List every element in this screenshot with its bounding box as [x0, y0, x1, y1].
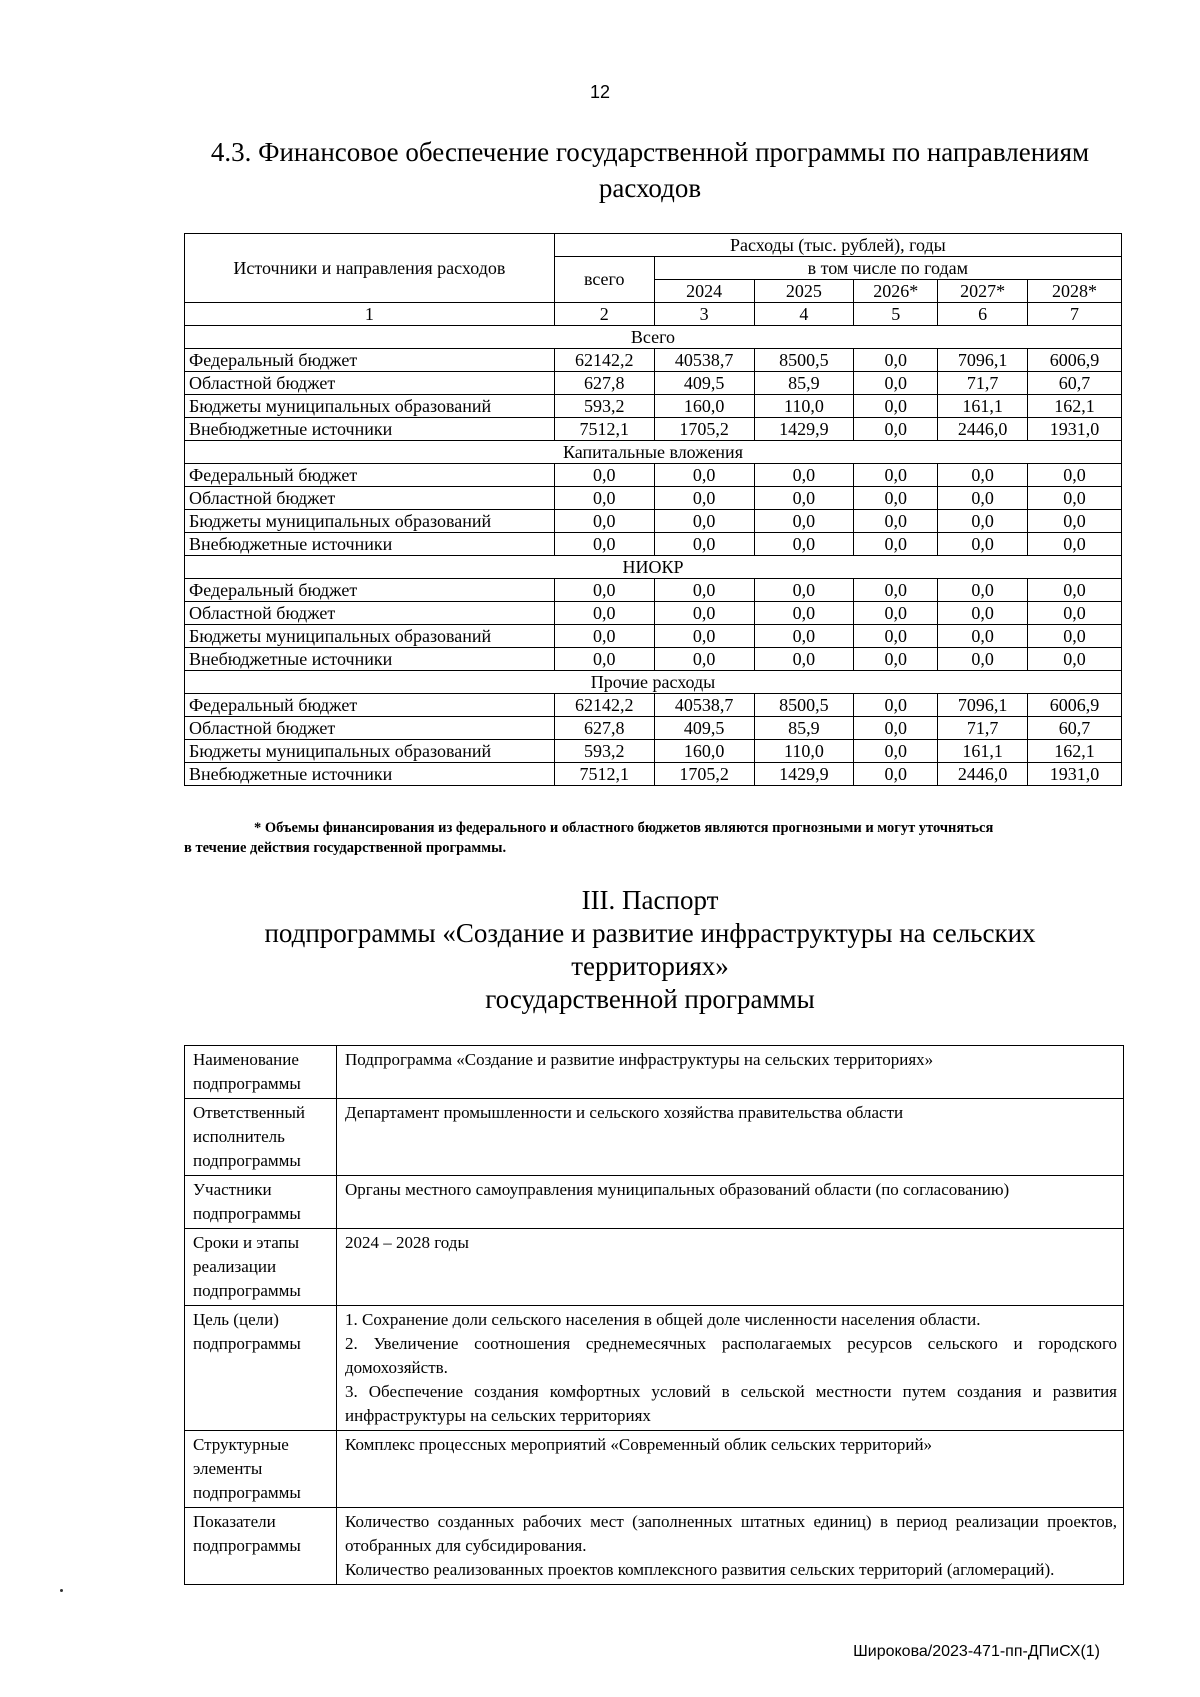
value-cell: 0,0	[854, 533, 938, 556]
value-cell: 0,0	[554, 579, 654, 602]
group-row	[185, 556, 1122, 579]
passport-label: Показатели подпрограммы	[185, 1508, 337, 1585]
value-cell: 161,1	[938, 740, 1028, 763]
value-cell: 0,0	[854, 763, 938, 786]
column-number: 7	[1028, 303, 1122, 326]
value-cell: 0,0	[1028, 464, 1122, 487]
value-cell: 162,1	[1028, 740, 1122, 763]
value-cell: 1931,0	[1028, 763, 1122, 786]
passport-value	[337, 1431, 1124, 1508]
total-header: всего	[554, 257, 654, 303]
source-cell: Бюджеты муниципальных образований	[185, 740, 555, 763]
source-cell: Федеральный бюджет	[185, 464, 555, 487]
table-row	[185, 740, 1122, 763]
table-row	[185, 487, 1122, 510]
value-cell: 0,0	[854, 487, 938, 510]
value-cell: 0,0	[854, 717, 938, 740]
passport-value-line: Департамент промышленности и сельского хозяйства правительства области	[345, 1103, 904, 1122]
value-cell: 2446,0	[938, 418, 1028, 441]
value-cell: 7096,1	[938, 349, 1028, 372]
table-row	[185, 648, 1122, 671]
table-row	[185, 372, 1122, 395]
value-cell: 162,1	[1028, 395, 1122, 418]
passport-value-line: Количество реализованных проектов комплексного развития сельских территорий (агломераций).	[345, 1560, 1055, 1579]
column-number-row	[185, 303, 1122, 326]
passport-row	[185, 1176, 1124, 1229]
table-row	[185, 395, 1122, 418]
passport-value	[337, 1046, 1124, 1099]
passport-value-line: Органы местного самоуправления муниципальных образований области (по согласованию)	[345, 1180, 1010, 1199]
column-number: 6	[938, 303, 1028, 326]
value-cell: 0,0	[854, 694, 938, 717]
value-cell: 0,0	[554, 625, 654, 648]
value-cell: 8500,5	[754, 694, 854, 717]
value-cell: 0,0	[1028, 533, 1122, 556]
year-header: 2027*	[938, 280, 1028, 303]
passport-title-line4: государственной программы	[485, 984, 815, 1014]
group-row	[185, 671, 1122, 694]
value-cell: 0,0	[554, 510, 654, 533]
value-cell: 2446,0	[938, 763, 1028, 786]
table-row	[185, 625, 1122, 648]
value-cell: 0,0	[854, 372, 938, 395]
value-cell: 6006,9	[1028, 349, 1122, 372]
table-row	[185, 602, 1122, 625]
column-number: 2	[554, 303, 654, 326]
value-cell: 71,7	[938, 717, 1028, 740]
value-cell: 7096,1	[938, 694, 1028, 717]
passport-title-line3: территориях»	[571, 951, 729, 981]
group-row	[185, 326, 1122, 349]
year-header: 2028*	[1028, 280, 1122, 303]
document-code: Широкова/2023-471-пп-ДПиСХ(1)	[853, 1643, 1100, 1660]
source-cell: Областной бюджет	[185, 487, 555, 510]
value-cell: 7512,1	[554, 418, 654, 441]
value-cell: 0,0	[938, 533, 1028, 556]
table-row	[185, 763, 1122, 786]
footnote	[184, 818, 1124, 858]
value-cell: 409,5	[654, 717, 754, 740]
section-title-line2: расходов	[598, 173, 702, 203]
value-cell: 1429,9	[754, 763, 854, 786]
footnote-line1: * Объемы финансирования из федерального и областного бюджетов являются прогнозными и могут уточняться	[254, 820, 994, 836]
value-cell: 627,8	[554, 372, 654, 395]
passport-value-line: 1. Сохранение доли сельского населения в общей доле численности населения области.	[345, 1310, 981, 1329]
value-cell: 60,7	[1028, 372, 1122, 395]
passport-table	[184, 1045, 1124, 1585]
value-cell: 0,0	[1028, 602, 1122, 625]
value-cell: 593,2	[554, 740, 654, 763]
value-cell: 0,0	[938, 464, 1028, 487]
value-cell: 160,0	[654, 395, 754, 418]
value-cell: 0,0	[1028, 648, 1122, 671]
passport-value-line: Подпрограмма «Создание и развитие инфраструктуры на сельских территориях»	[345, 1050, 934, 1069]
value-cell: 0,0	[754, 464, 854, 487]
passport-value-line: 2. Увеличение соотношения среднемесячных располагаемых ресурсов сельского и городского домохозяйств.	[345, 1334, 1117, 1377]
footnote-line2: в течение действия государственной программы.	[184, 840, 507, 856]
year-header: 2024	[654, 280, 754, 303]
passport-value-line: 2024 – 2028 годы	[345, 1233, 469, 1252]
value-cell: 8500,5	[754, 349, 854, 372]
header-row-1	[185, 234, 1122, 257]
value-cell: 0,0	[854, 349, 938, 372]
passport-title	[200, 884, 1100, 1016]
year-header: 2025	[754, 280, 854, 303]
value-cell: 0,0	[754, 602, 854, 625]
passport-value	[337, 1176, 1124, 1229]
value-cell: 0,0	[854, 464, 938, 487]
value-cell: 6006,9	[1028, 694, 1122, 717]
passport-label: Цель (цели) подпрограммы	[185, 1306, 337, 1431]
source-cell: Федеральный бюджет	[185, 694, 555, 717]
value-cell: 0,0	[854, 602, 938, 625]
group-heading: Капитальные вложения	[185, 441, 1122, 464]
value-cell: 0,0	[938, 579, 1028, 602]
value-cell: 0,0	[554, 648, 654, 671]
group-heading: Прочие расходы	[185, 671, 1122, 694]
passport-row	[185, 1046, 1124, 1099]
value-cell: 62142,2	[554, 349, 654, 372]
source-cell: Бюджеты муниципальных образований	[185, 395, 555, 418]
value-cell: 0,0	[854, 648, 938, 671]
value-cell: 0,0	[554, 533, 654, 556]
value-cell: 110,0	[754, 740, 854, 763]
source-cell: Областной бюджет	[185, 717, 555, 740]
value-cell: 0,0	[938, 510, 1028, 533]
value-cell: 62142,2	[554, 694, 654, 717]
table-row	[185, 533, 1122, 556]
value-cell: 0,0	[1028, 510, 1122, 533]
value-cell: 0,0	[754, 510, 854, 533]
passport-row	[185, 1229, 1124, 1306]
value-cell: 1705,2	[654, 418, 754, 441]
passport-row	[185, 1099, 1124, 1176]
value-cell: 0,0	[854, 625, 938, 648]
value-cell: 0,0	[938, 487, 1028, 510]
table-row	[185, 579, 1122, 602]
value-cell: 0,0	[754, 579, 854, 602]
value-cell: 0,0	[938, 648, 1028, 671]
value-cell: 593,2	[554, 395, 654, 418]
value-cell: 161,1	[938, 395, 1028, 418]
passport-value	[337, 1229, 1124, 1306]
source-cell: Областной бюджет	[185, 372, 555, 395]
year-header: 2026*	[854, 280, 938, 303]
passport-title-line2: подпрограммы «Создание и развитие инфраструктуры на сельских	[264, 918, 1036, 948]
value-cell: 71,7	[938, 372, 1028, 395]
source-cell: Федеральный бюджет	[185, 349, 555, 372]
table-row	[185, 349, 1122, 372]
table-row	[185, 717, 1122, 740]
source-cell: Бюджеты муниципальных образований	[185, 510, 555, 533]
passport-title-line1: III. Паспорт	[581, 885, 719, 915]
value-cell: 0,0	[854, 510, 938, 533]
value-cell: 0,0	[1028, 625, 1122, 648]
section-title	[150, 134, 1150, 206]
value-cell: 627,8	[554, 717, 654, 740]
by-years-header: в том числе по годам	[654, 257, 1121, 280]
value-cell: 0,0	[754, 487, 854, 510]
financing-table	[184, 233, 1122, 786]
value-cell: 0,0	[854, 579, 938, 602]
table-row	[185, 694, 1122, 717]
value-cell: 85,9	[754, 372, 854, 395]
passport-label: Наименование подпрограммы	[185, 1046, 337, 1099]
value-cell: 1429,9	[754, 418, 854, 441]
value-cell: 0,0	[854, 740, 938, 763]
source-cell: Федеральный бюджет	[185, 579, 555, 602]
value-cell: 0,0	[654, 533, 754, 556]
value-cell: 60,7	[1028, 717, 1122, 740]
value-cell: 40538,7	[654, 694, 754, 717]
passport-label: Ответственный исполнитель подпрограммы	[185, 1099, 337, 1176]
value-cell: 85,9	[754, 717, 854, 740]
page-number: 12	[589, 82, 611, 102]
value-cell: 0,0	[654, 487, 754, 510]
value-cell: 0,0	[654, 579, 754, 602]
value-cell: 0,0	[1028, 579, 1122, 602]
value-cell: 0,0	[654, 510, 754, 533]
value-cell: 0,0	[654, 602, 754, 625]
value-cell: 409,5	[654, 372, 754, 395]
passport-value	[337, 1306, 1124, 1431]
column-number: 1	[185, 303, 555, 326]
passport-value	[337, 1099, 1124, 1176]
group-heading: Всего	[185, 326, 1122, 349]
passport-label: Структурные элементы подпрограммы	[185, 1431, 337, 1508]
value-cell: 0,0	[554, 602, 654, 625]
scan-artifact-dot	[60, 1589, 63, 1592]
sources-header: Источники и направления расходов	[185, 234, 555, 303]
passport-value-line: Комплекс процессных мероприятий «Современный облик сельских территорий»	[345, 1435, 933, 1454]
value-cell: 1931,0	[1028, 418, 1122, 441]
source-cell: Областной бюджет	[185, 602, 555, 625]
passport-row	[185, 1306, 1124, 1431]
passport-label: Участники подпрограммы	[185, 1176, 337, 1229]
group-row	[185, 441, 1122, 464]
passport-value-line: Количество созданных рабочих мест (заполненных штатных единиц) в период реализации проектов, отобранных для субсидирования.	[345, 1512, 1117, 1555]
column-number: 4	[754, 303, 854, 326]
column-number: 3	[654, 303, 754, 326]
value-cell: 7512,1	[554, 763, 654, 786]
value-cell: 1705,2	[654, 763, 754, 786]
passport-value-line: 3. Обеспечение создания комфортных условий в сельской местности путем создания и развития инфраструктуры на сельских территориях	[345, 1382, 1117, 1425]
value-cell: 160,0	[654, 740, 754, 763]
value-cell: 0,0	[938, 602, 1028, 625]
value-cell: 0,0	[654, 625, 754, 648]
value-cell: 40538,7	[654, 349, 754, 372]
table-row	[185, 510, 1122, 533]
value-cell: 0,0	[654, 464, 754, 487]
source-cell: Внебюджетные источники	[185, 648, 555, 671]
source-cell: Внебюджетные источники	[185, 418, 555, 441]
section-title-line1: 4.3. Финансовое обеспечение государственной программы по направлениям	[210, 137, 1090, 167]
passport-row	[185, 1431, 1124, 1508]
passport-label: Сроки и этапы реализации подпрограммы	[185, 1229, 337, 1306]
source-cell: Внебюджетные источники	[185, 763, 555, 786]
expenses-header: Расходы (тыс. рублей), годы	[554, 234, 1121, 257]
value-cell: 0,0	[854, 395, 938, 418]
source-cell: Внебюджетные источники	[185, 533, 555, 556]
value-cell: 110,0	[754, 395, 854, 418]
table-row	[185, 418, 1122, 441]
group-heading: НИОКР	[185, 556, 1122, 579]
column-number: 5	[854, 303, 938, 326]
table-row	[185, 464, 1122, 487]
passport-row	[185, 1508, 1124, 1585]
value-cell: 0,0	[754, 648, 854, 671]
value-cell: 0,0	[754, 625, 854, 648]
source-cell: Бюджеты муниципальных образований	[185, 625, 555, 648]
value-cell: 0,0	[554, 487, 654, 510]
value-cell: 0,0	[1028, 487, 1122, 510]
value-cell: 0,0	[554, 464, 654, 487]
value-cell: 0,0	[754, 533, 854, 556]
passport-value	[337, 1508, 1124, 1585]
value-cell: 0,0	[854, 418, 938, 441]
value-cell: 0,0	[654, 648, 754, 671]
value-cell: 0,0	[938, 625, 1028, 648]
